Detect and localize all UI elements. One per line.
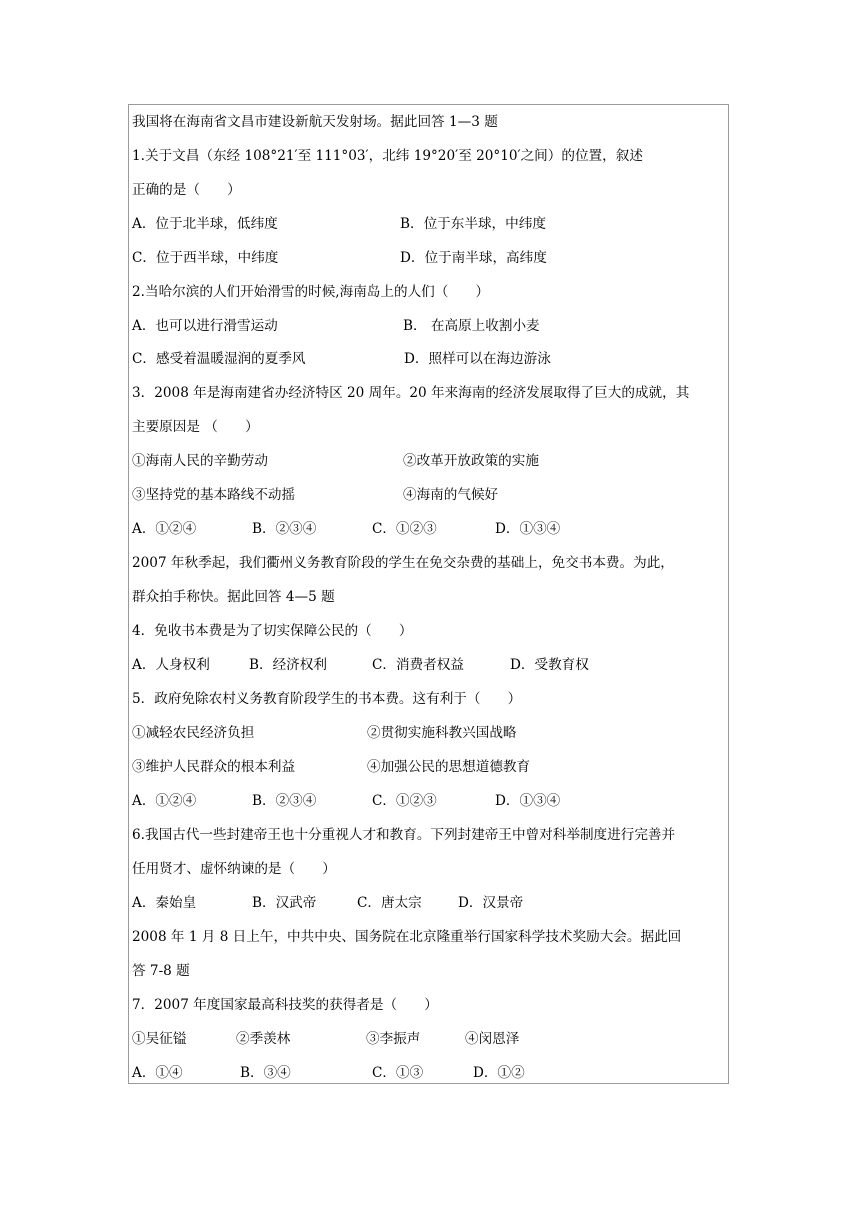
q4-option-d: D．受教育权 [510, 657, 589, 673]
q7-statement-3: ③李振声 [366, 1031, 421, 1047]
q5-option-b: B．②③④ [252, 793, 317, 809]
q7-statement-4: ④闵恩泽 [465, 1031, 520, 1047]
q4-stem: 4．免收书本费是为了切实保障公民的（ ） [132, 623, 413, 639]
q2-stem: 2.当哈尔滨的人们开始滑雪的时候,海南岛上的人们（ ） [132, 284, 490, 300]
q6-option-c: C．唐太宗 [357, 895, 422, 911]
q5-statement-3: ③维护人民群众的根本利益 [132, 759, 296, 775]
q4-option-c: C．消费者权益 [372, 657, 464, 673]
q6-option-a: A．秦始皇 [132, 895, 197, 911]
q7-statement-2: ②季羡林 [236, 1031, 291, 1047]
q1-stem-line2: 正确的是（ ） [132, 182, 241, 198]
q2-option-b: B． 在高原上收割小麦 [403, 318, 540, 334]
q7-option-b: B．③④ [240, 1065, 291, 1081]
q7-statement-1: ①吴征镒 [132, 1031, 187, 1047]
q5-option-a: A．①②④ [132, 793, 197, 809]
intro-text-3-line2: 答 7-8 题 [132, 963, 190, 979]
q3-statement-4: ④海南的气候好 [403, 487, 499, 503]
q7-option-a: A．①④ [132, 1065, 183, 1081]
q2-option-a: A．也可以进行滑雪运动 [132, 318, 278, 334]
q3-statement-2: ②改革开放政策的实施 [403, 453, 539, 469]
q5-statement-1: ①减轻农民经济负担 [132, 725, 255, 741]
intro-text-2-line2: 群众拍手称快。据此回答 4—5 题 [132, 589, 335, 605]
q3-option-b: B．②③④ [252, 521, 317, 537]
q4-option-a: A．人身权利 [132, 657, 210, 673]
q6-stem-line1: 6.我国古代一些封建帝王也十分重视人才和教育。下列封建帝王中曾对科举制度进行完善并 [132, 827, 676, 843]
q6-stem-line2: 任用贤才、虚怀纳谏的是（ ） [132, 861, 336, 877]
q7-option-d: D．①② [473, 1065, 525, 1081]
q3-statement-1: ①海南人民的辛勤劳动 [132, 453, 268, 469]
question-frame [128, 104, 729, 1084]
q3-statement-3: ③坚持党的基本路线不动摇 [132, 487, 296, 503]
q1-option-b: B．位于东半球，中纬度 [400, 216, 546, 232]
intro-text-3-line1: 2008 年 1 月 8 日上午，中共中央、国务院在北京隆重举行国家科学技术奖励大会。据此回 [132, 929, 682, 945]
q2-option-c: C．感受着温暖湿润的夏季风 [132, 351, 306, 367]
q5-stem: 5．政府免除农村义务教育阶段学生的书本费。这有利于（ ） [132, 691, 522, 707]
intro-text-1: 我国将在海南省文昌市建设新航天发射场。据此回答 1—3 题 [132, 114, 498, 130]
q7-option-c: C．①③ [372, 1065, 424, 1081]
q3-stem-line2: 主要原因是 （ ） [132, 419, 259, 435]
q1-option-d: D．位于南半球，高纬度 [400, 250, 547, 266]
q6-option-d: D．汉景帝 [458, 895, 524, 911]
q1-stem-line1: 1.关于文昌（东经 108°21′至 111°03′，北纬 19°20′至 20°10′之间）的位置，叙述 [132, 148, 643, 164]
q4-option-b: B．经济权利 [249, 657, 327, 673]
q1-option-a: A．位于北半球，低纬度 [132, 216, 278, 232]
q1-option-c: C．位于西半球，中纬度 [132, 250, 279, 266]
q3-stem-line1: 3．2008 年是海南建省办经济特区 20 周年。20 年来海南的经济发展取得了巨大的成就，其 [132, 385, 690, 401]
q3-option-c: C．①②③ [372, 521, 437, 537]
q7-stem: 7．2007 年度国家最高科技奖的获得者是（ ） [132, 997, 438, 1013]
q5-option-d: D．①③④ [495, 793, 561, 809]
q3-option-a: A．①②④ [132, 521, 197, 537]
q5-statement-2: ②贯彻实施科教兴国战略 [367, 725, 517, 741]
q6-option-b: B．汉武帝 [252, 895, 317, 911]
intro-text-2-line1: 2007 年秋季起，我们衢州义务教育阶段的学生在免交杂费的基础上，免交书本费。为此， [132, 555, 674, 571]
q5-statement-4: ④加强公民的思想道德教育 [367, 759, 531, 775]
q3-option-d: D．①③④ [495, 521, 561, 537]
q5-option-c: C．①②③ [372, 793, 437, 809]
q2-option-d: D．照样可以在海边游泳 [404, 351, 551, 367]
